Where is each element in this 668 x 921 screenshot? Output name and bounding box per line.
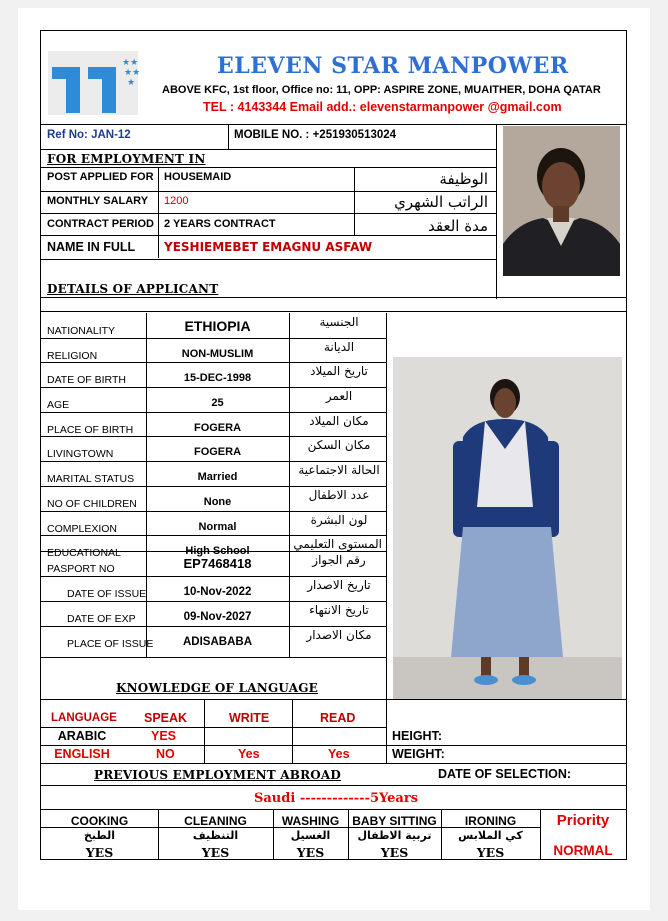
detail-arabic-label: رقم الجواز bbox=[312, 553, 366, 567]
svg-text:★★: ★★ bbox=[124, 67, 141, 77]
detail-arabic-label: تاريخ الاصدار bbox=[307, 578, 371, 592]
detail-label: RELIGION bbox=[47, 350, 98, 362]
skill-value: YES bbox=[296, 845, 325, 860]
detail-row-divider bbox=[41, 535, 386, 536]
detail-label: LIVINGTOWN bbox=[47, 448, 114, 460]
skill-name-arabic: التنظيف bbox=[192, 829, 239, 842]
weight-label: WEIGHT: bbox=[392, 747, 445, 761]
detail-row-divider bbox=[41, 412, 386, 413]
skill-value: YES bbox=[201, 845, 230, 860]
detail-value: Married bbox=[197, 471, 238, 483]
detail-label: PASPORT NO bbox=[47, 563, 115, 575]
read-col-header: READ bbox=[320, 711, 356, 725]
language-col-header: LANGUAGE bbox=[51, 712, 117, 724]
detail-row-divider bbox=[41, 601, 386, 602]
details-heading: DETAILS OF APPLICANT bbox=[47, 282, 219, 296]
detail-label: NATIONALITY bbox=[47, 325, 116, 337]
english-read-value: Yes bbox=[328, 747, 350, 761]
applicant-portrait-photo bbox=[503, 126, 620, 276]
svg-text:★★: ★★ bbox=[122, 57, 139, 67]
detail-arabic-label: عدد الاطفال bbox=[308, 488, 370, 502]
language-heading: KNOWLEDGE OF LANGUAGE bbox=[116, 681, 319, 695]
detail-value: NON-MUSLIM bbox=[181, 348, 254, 360]
detail-label: MARITAL STATUS bbox=[47, 473, 135, 485]
contract-period-value: 2 YEARS CONTRACT bbox=[164, 218, 276, 230]
detail-row-divider bbox=[41, 486, 386, 487]
detail-arabic-label: الحالة الاجتماعية bbox=[298, 463, 380, 477]
detail-value: ADISABABA bbox=[183, 636, 252, 648]
previous-employment-heading: PREVIOUS EMPLOYMENT ABROAD bbox=[94, 768, 342, 782]
detail-row-divider bbox=[41, 436, 386, 437]
company-contact: TEL : 4143344 Email add.: elevenstarmanpower @gmail.com bbox=[203, 100, 562, 114]
detail-label: PLACE OF ISSUE bbox=[67, 638, 154, 650]
detail-label: DATE OF BIRTH bbox=[47, 374, 126, 386]
detail-value: 15-DEC-1998 bbox=[183, 372, 252, 384]
detail-value: ETHIOPIA bbox=[184, 318, 251, 334]
detail-label: EDUCATIONAL bbox=[47, 547, 121, 559]
application-form bbox=[40, 30, 627, 860]
detail-arabic-label: العمر bbox=[325, 389, 353, 403]
date-of-selection-label: DATE OF SELECTION: bbox=[438, 767, 572, 781]
detail-arabic-label: تاريخ الميلاد bbox=[310, 364, 368, 378]
priority-value: NORMAL bbox=[553, 843, 613, 858]
detail-value: None bbox=[203, 496, 232, 508]
detail-arabic-label: الجنسية bbox=[319, 315, 359, 329]
monthly-salary-value: 1200 bbox=[164, 195, 189, 207]
company-logo bbox=[48, 51, 141, 115]
detail-label: PLACE OF BIRTH bbox=[47, 424, 134, 436]
arabic-label: ARABIC bbox=[57, 729, 107, 743]
english-speak-value: NO bbox=[156, 747, 175, 761]
detail-arabic-label: مكان الاصدار bbox=[306, 628, 372, 642]
speak-col-header: SPEAK bbox=[144, 711, 188, 725]
skill-value: YES bbox=[380, 845, 409, 860]
detail-row-divider bbox=[41, 576, 386, 577]
skill-name: BABY SITTING bbox=[352, 814, 437, 828]
detail-label: DATE OF EXP bbox=[67, 613, 136, 625]
detail-row-divider bbox=[41, 338, 386, 339]
skill-name-arabic: الطبخ bbox=[83, 829, 116, 842]
monthly-salary-label: MONTHLY SALARY bbox=[47, 195, 149, 207]
detail-row-divider bbox=[41, 511, 386, 512]
detail-arabic-label: تاريخ الانتهاء bbox=[309, 603, 369, 617]
detail-arabic-label: مكان السكن bbox=[307, 438, 371, 452]
full-name-label: NAME IN FULL bbox=[47, 240, 136, 254]
detail-label: DATE OF ISSUE bbox=[67, 588, 147, 600]
eleven-star-logo-icon bbox=[48, 51, 141, 115]
skill-name: IRONING bbox=[464, 814, 517, 828]
detail-arabic-label: مكان الميلاد bbox=[309, 414, 369, 428]
detail-label: AGE bbox=[47, 399, 70, 411]
company-address: ABOVE KFC, 1st floor, Office no: 11, OPP: ASPIRE ZONE, MUAITHER, DOHA QATAR bbox=[162, 84, 601, 96]
english-label: ENGLISH bbox=[54, 747, 110, 761]
skill-name-arabic: كي الملابس bbox=[458, 829, 523, 842]
priority-label: Priority bbox=[556, 812, 610, 829]
detail-value: 10-Nov-2022 bbox=[183, 586, 252, 598]
svg-text:★: ★ bbox=[127, 77, 136, 87]
detail-arabic-label: لون البشرة bbox=[310, 513, 368, 527]
monthly-salary-arabic: الراتب الشهري bbox=[394, 193, 488, 211]
write-col-header: WRITE bbox=[229, 711, 270, 725]
detail-row-divider bbox=[41, 626, 386, 627]
detail-label: COMPLEXION bbox=[47, 523, 118, 535]
post-applied-label: POST APPLIED FOR bbox=[47, 171, 154, 183]
detail-value: FOGERA bbox=[193, 446, 242, 458]
detail-value: 09-Nov-2027 bbox=[183, 611, 252, 623]
english-write-value: Yes bbox=[238, 747, 260, 761]
skill-name: CLEANING bbox=[184, 814, 247, 828]
detail-arabic-label: الديانة bbox=[323, 340, 355, 354]
skill-name-arabic: الغسيل bbox=[290, 829, 331, 842]
company-name: ELEVEN STAR MANPOWER bbox=[217, 53, 569, 79]
previous-experience: Saudi -------------5Years bbox=[254, 791, 419, 806]
detail-value: 25 bbox=[211, 397, 224, 409]
skill-value: YES bbox=[85, 845, 114, 860]
contract-period-label: CONTRACT PERIOD bbox=[47, 218, 154, 230]
detail-value: FOGERA bbox=[193, 422, 242, 434]
post-applied-arabic: الوظيفة bbox=[439, 170, 488, 188]
height-label: HEIGHT: bbox=[392, 729, 442, 743]
detail-value: Normal bbox=[198, 521, 237, 533]
skill-name: COOKING bbox=[70, 814, 129, 828]
detail-row-divider bbox=[41, 362, 386, 363]
skill-value: YES bbox=[476, 845, 505, 860]
detail-row-divider bbox=[41, 461, 386, 462]
full-name-value: YESHIEMEBET EMAGNU ASFAW bbox=[164, 240, 373, 254]
detail-value: EP7468418 bbox=[183, 556, 252, 571]
applicant-full-body-photo bbox=[393, 357, 622, 699]
detail-row-divider bbox=[41, 387, 386, 388]
skill-name: WASHING bbox=[281, 814, 340, 828]
detail-label: NO OF CHILDREN bbox=[47, 498, 137, 510]
detail-row-divider bbox=[41, 551, 386, 552]
contract-period-arabic: مدة العقد bbox=[428, 217, 488, 235]
post-applied-value: HOUSEMAID bbox=[164, 171, 232, 183]
detail-arabic-label: المستوى التعليمي bbox=[293, 537, 382, 551]
skill-name-arabic: تربية الاطفال bbox=[357, 829, 432, 842]
ref-number: Ref No: JAN-12 bbox=[47, 129, 131, 141]
arabic-speak-value: YES bbox=[151, 729, 177, 743]
detail-value: High School bbox=[185, 545, 250, 557]
mobile-number: MOBILE NO. : +251930513024 bbox=[234, 129, 397, 141]
employment-heading: FOR EMPLOYMENT IN bbox=[47, 152, 206, 166]
